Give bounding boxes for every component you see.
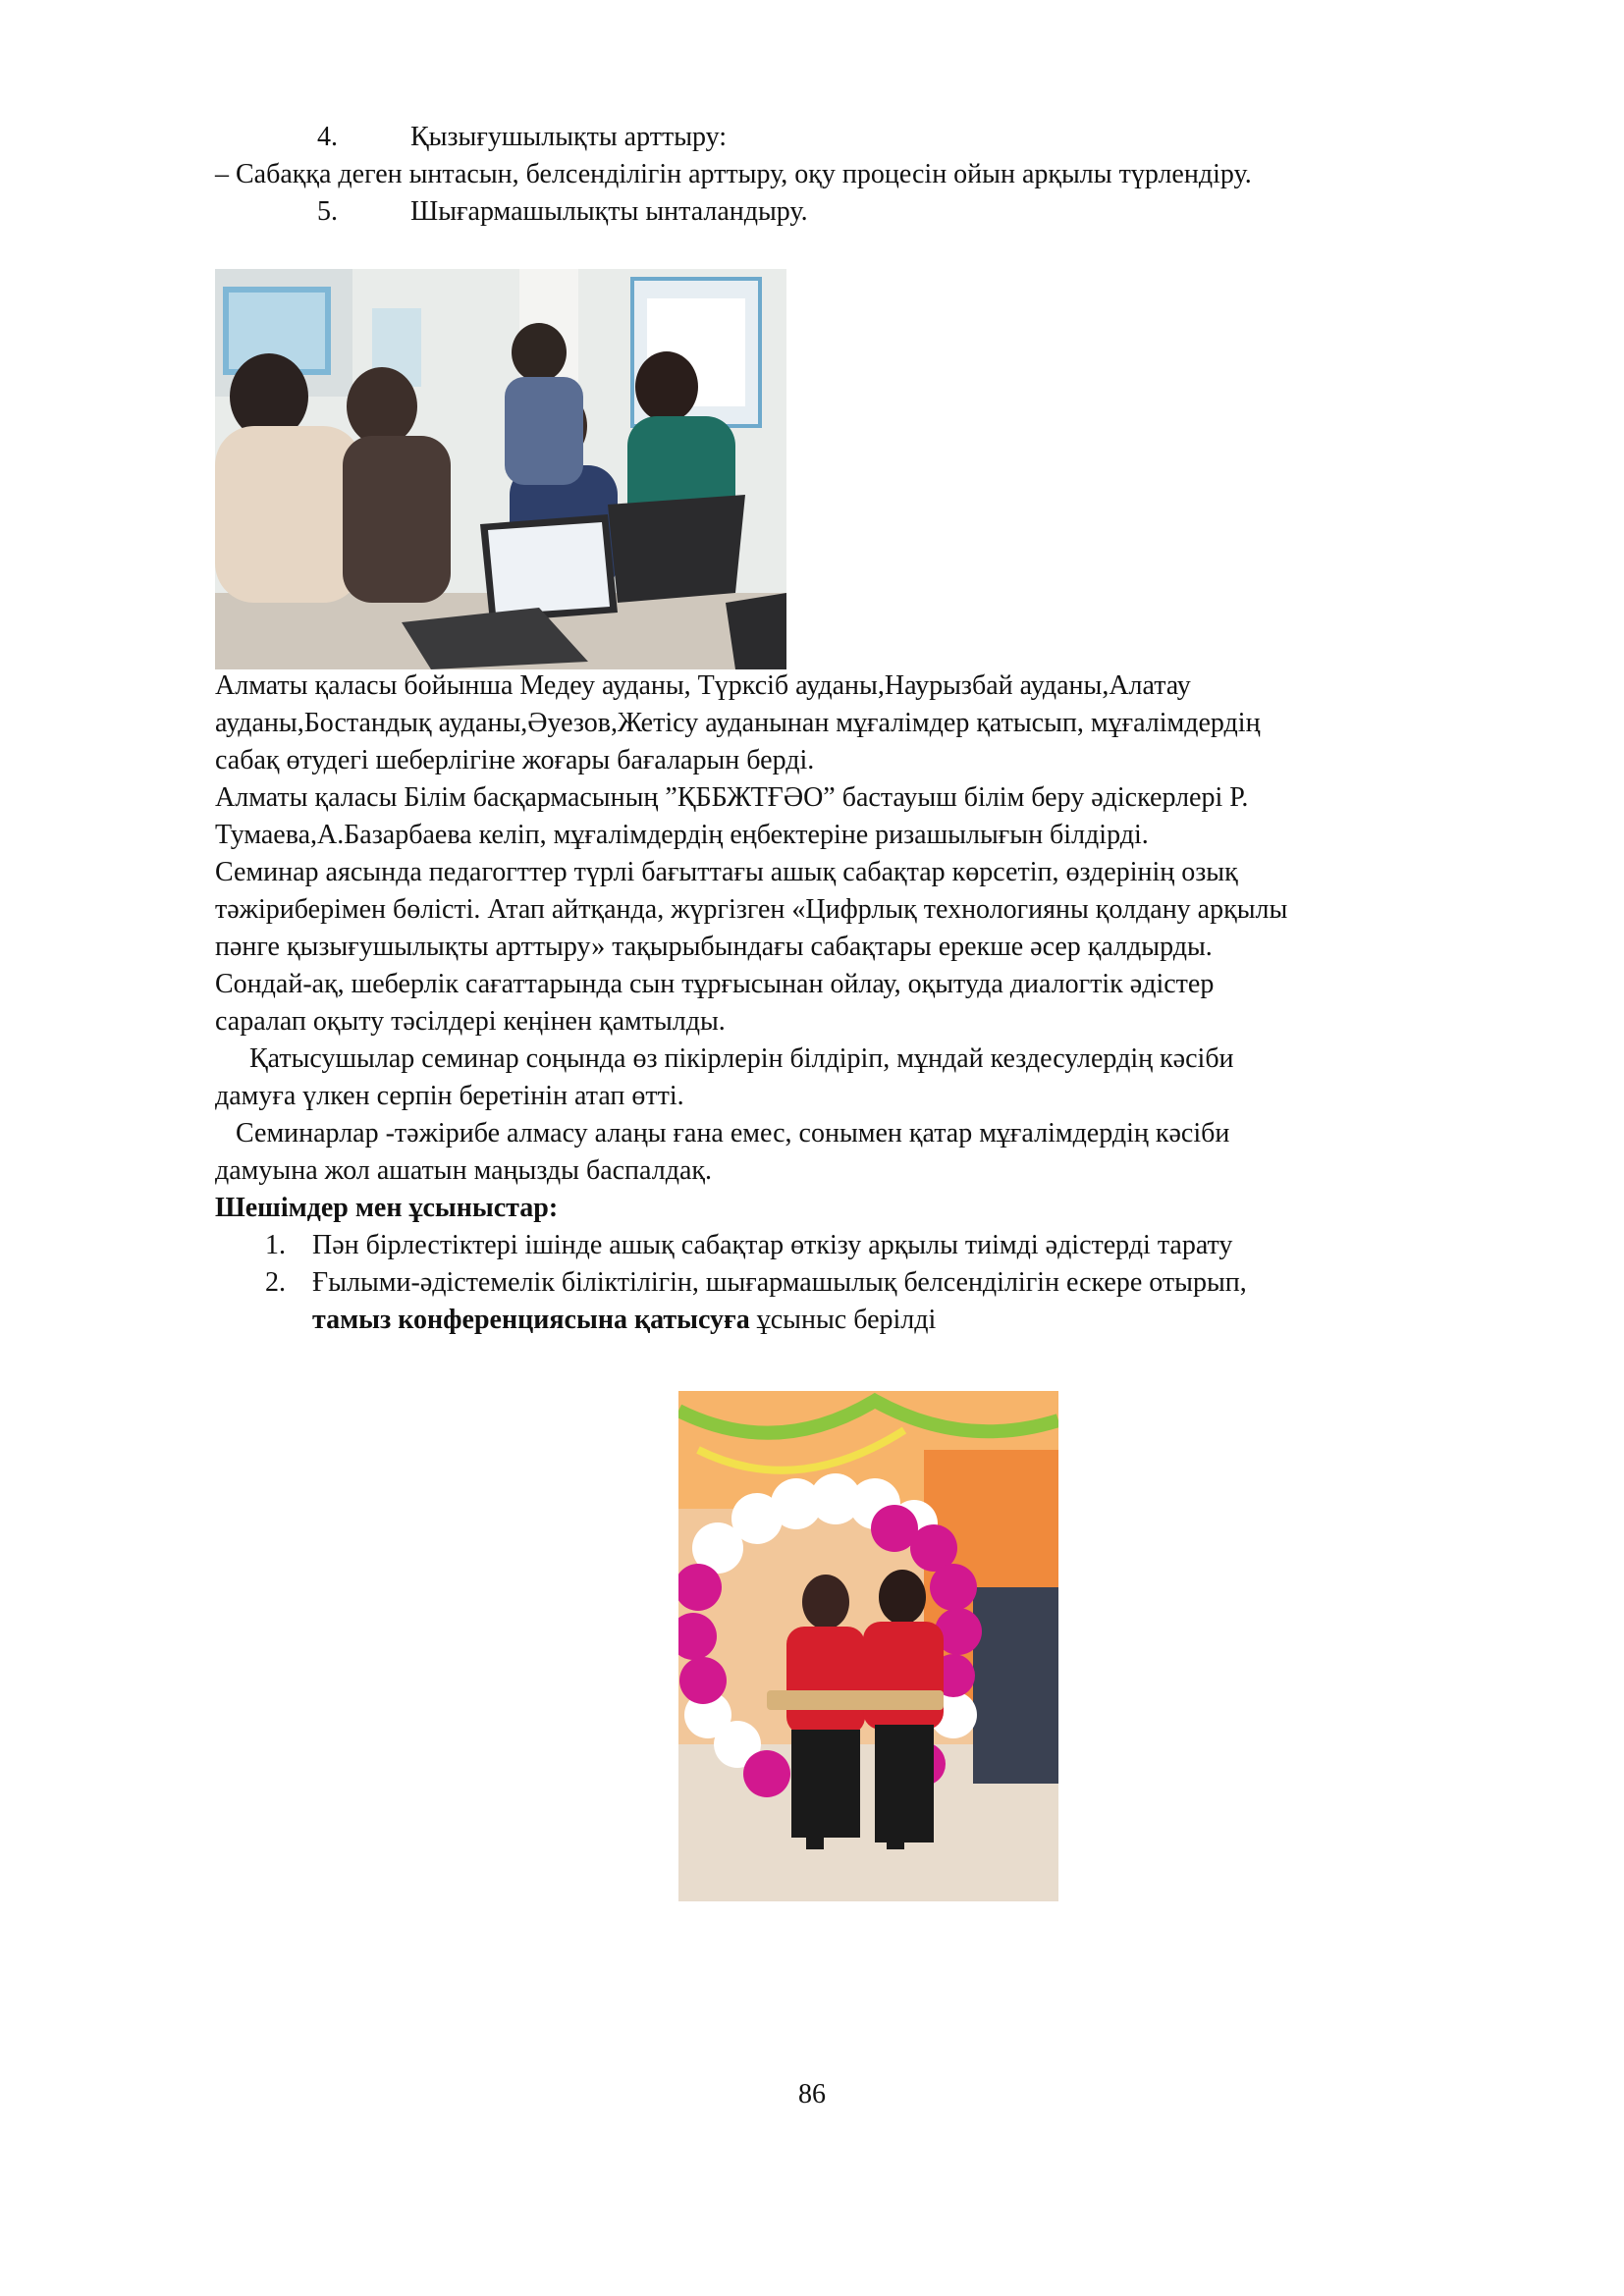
decisions-heading: Шешімдер мен ұсыныстар: <box>215 1193 559 1223</box>
body-line-9: Сондай-ақ, шеберлік сағаттарында сын тұрғысынан ойлау, оқытуда диалогтік әдістер <box>215 969 1215 999</box>
decision-number-2: 2. <box>265 1267 286 1298</box>
body-line-8: пәнге қызығушылықты арттыру» тақырыбындағы сабақтары ерекше әсер қалдырды. <box>215 932 1213 962</box>
body-line-4: Алматы қаласы Білім басқармасының ”ҚББЖТҒӘО” бастауыш білім беру әдіскерлері Р. <box>215 782 1249 813</box>
list-item-5-text: Шығармашылықты ынталандыру. <box>410 196 808 227</box>
body-line-14: дамуына жол ашатын маңызды баспалдақ. <box>215 1155 712 1186</box>
list-number-4: 4. <box>317 122 338 152</box>
list-item-4-text: Қызығушылықты арттыру: <box>410 122 728 152</box>
body-line-13: Семинарлар -тәжірибе алмасу алаңы ғана емес, сонымен қатар мұғалімдердің кәсіби <box>215 1118 1230 1148</box>
body-line-7: тәжіриберімен бөлісті. Атап айтқанда, жүргізген «Цифрлық технологияны қолдану арқылы <box>215 894 1288 925</box>
body-line-2: ауданы,Бостандық ауданы,Әуезов,Жетісу ауданынан мұғалімдер қатысып, мұғалімдердің <box>215 708 1261 738</box>
decision-number-1: 1. <box>265 1230 286 1260</box>
body-line-3: сабақ өтудегі шеберлігіне жоғары бағаларын берді. <box>215 745 815 775</box>
decision-item-2-rest: ұсыныс берілді <box>749 1305 937 1335</box>
photo-teachers-at-laptops <box>215 269 786 669</box>
list-number-5: 5. <box>317 196 338 227</box>
decision-item-2: Ғылыми-әдістемелік біліктілігін, шығармашылық белсенділігін ескере отырып, <box>312 1267 1247 1298</box>
decision-item-2-bold: тамыз конференциясына қатысуға <box>312 1305 750 1335</box>
list-item-4-detail: – Сабаққа деген ынтасын, белсенділігін арттыру, оқу процесін ойын арқылы түрлендіру. <box>215 159 1252 189</box>
body-line-5: Тумаева,А.Базарбаева келіп, мұғалімдердің еңбектеріне ризашылығын білдірді. <box>215 820 1149 850</box>
decision-item-1: Пән бірлестіктері ішінде ашық сабақтар өткізу арқылы тиімді әдістерді тарату <box>312 1230 1233 1260</box>
photo-balloon-arch <box>678 1391 1058 1901</box>
body-line-6: Семинар аясында педагогттер түрлі бағыттағы ашық сабақтар көрсетіп, өздерінің озық <box>215 857 1238 887</box>
decision-item-2-continuation <box>312 1304 936 1337</box>
body-line-10: саралап оқыту тәсілдері кеңінен қамтылды. <box>215 1006 726 1037</box>
page-number: 86 <box>798 2079 826 2109</box>
body-line-12: дамуға үлкен серпін беретінін атап өтті. <box>215 1081 684 1111</box>
body-line-1: Алматы қаласы бойынша Медеу ауданы, Түрксіб ауданы,Наурызбай ауданы,Алатау <box>215 670 1191 701</box>
body-line-11: Қатысушылар семинар соңында өз пікірлерін білдіріп, мұндай кездесулердің кәсіби <box>215 1043 1234 1074</box>
